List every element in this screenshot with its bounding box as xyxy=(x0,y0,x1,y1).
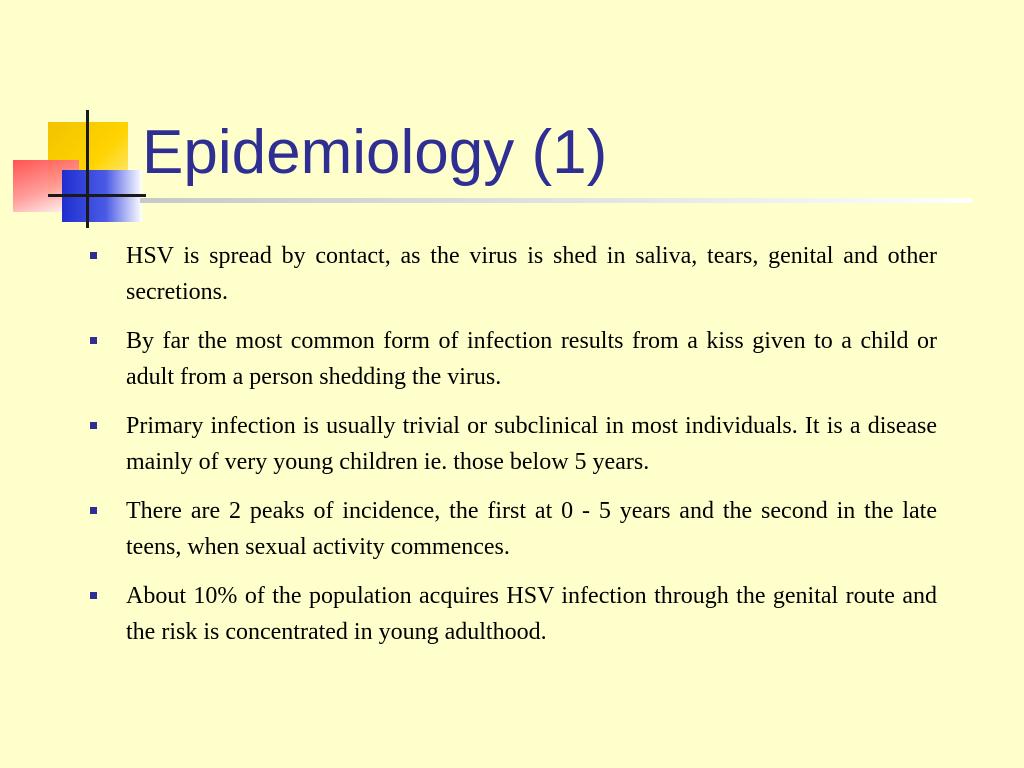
bullet-item xyxy=(88,408,937,480)
square-bullet-icon xyxy=(90,422,97,429)
square-bullet-icon xyxy=(90,507,97,514)
square-bullet-icon xyxy=(90,337,97,344)
title-divider xyxy=(140,198,972,203)
bullet-text: HSV is spread by contact, as the virus is shed in saliva, tears, genital and other secretions. xyxy=(126,243,937,305)
square-bullet-icon xyxy=(90,592,97,599)
bullet-item xyxy=(88,238,937,310)
horizontal-line-icon xyxy=(48,194,146,197)
bullet-item xyxy=(88,323,937,395)
bullet-item xyxy=(88,578,937,650)
bullet-text: Primary infection is usually trivial or subclinical in most individuals. It is a disease mainly of very young children ie. those below 5 years. xyxy=(126,413,937,475)
vertical-line-icon xyxy=(86,110,89,228)
bullet-item xyxy=(88,493,937,565)
slide-title: Epidemiology (1) xyxy=(142,118,608,187)
bullet-text: By far the most common form of infection results from a kiss given to a child or adult from a person shedding the virus. xyxy=(126,328,937,390)
bullet-list xyxy=(88,238,937,663)
bullet-text: About 10% of the population acquires HSV infection through the genital route and the risk is concentrated in young adulthood. xyxy=(126,583,937,645)
bullet-text: There are 2 peaks of incidence, the first at 0 - 5 years and the second in the late teens, when sexual activity commences. xyxy=(126,498,937,560)
square-bullet-icon xyxy=(90,252,97,259)
